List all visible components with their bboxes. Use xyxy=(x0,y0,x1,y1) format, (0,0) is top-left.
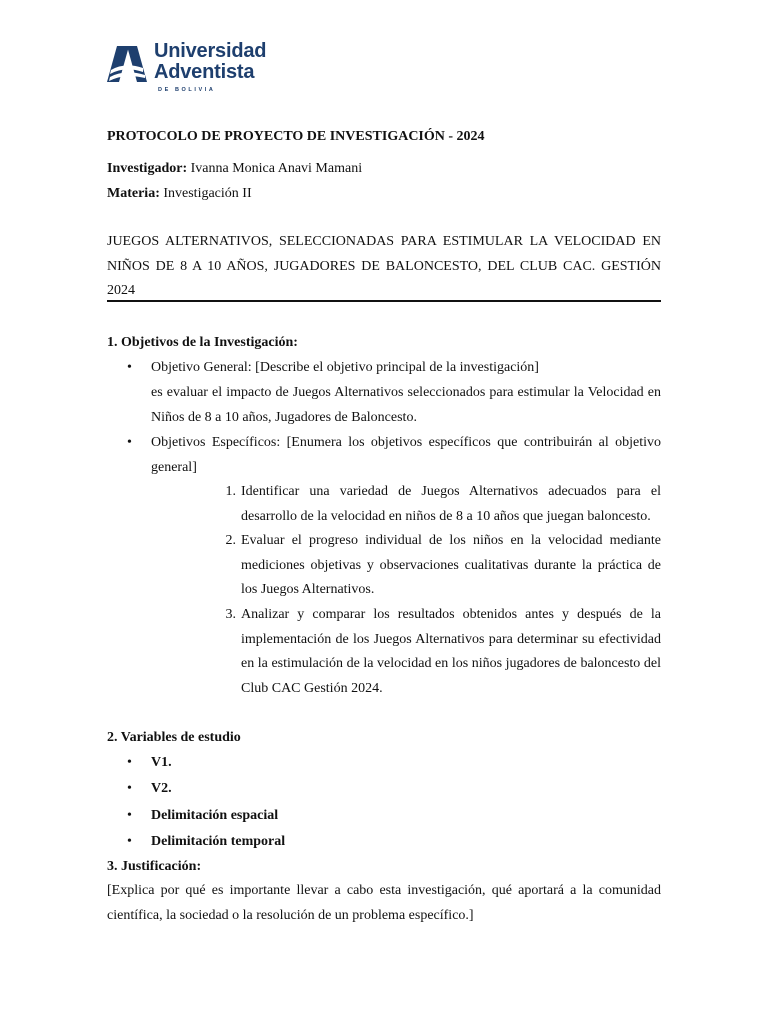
specific-item-number: 1. xyxy=(225,484,236,499)
variable-item: V1. xyxy=(151,755,172,770)
investigador-label: Investigador: xyxy=(107,161,188,176)
document-meta xyxy=(107,157,661,206)
specific-item-number: 3. xyxy=(225,607,236,622)
specific-objectives-label: Objetivos Específicos: [Enumera los objetivos específicos que contribuirán al objetivo general] xyxy=(151,435,661,475)
specific-item-text: Evaluar el progreso individual de los niños en la velocidad mediante mediciones objetivas y observaciones cualitativas durante la práctica de los Juegos Alternativos. xyxy=(241,533,661,597)
section-2-heading: 2. Variables de estudio xyxy=(107,730,241,745)
university-logo xyxy=(107,42,287,98)
bullet-icon: • xyxy=(127,360,132,375)
specific-item-number: 2. xyxy=(225,533,236,548)
university-logo-mark-icon xyxy=(107,44,147,84)
materia-label: Materia: xyxy=(107,185,160,201)
materia-value: Investigación II xyxy=(163,185,252,201)
bullet-icon: • xyxy=(127,755,132,770)
general-objective-text: es evaluar el impacto de Juegos Alternativos seleccionados para estimular la Velocidad en Niños de 8 a 10 años, Jugadores de Baloncesto. xyxy=(151,385,661,425)
general-objective-label: Objetivo General: [Describe el objetivo principal de la investigación] xyxy=(151,360,539,375)
section-1-heading: 1. Objetivos de la Investigación: xyxy=(107,335,298,350)
project-title: JUEGOS ALTERNATIVOS, SELECCIONADAS PARA ESTIMULAR LA VELOCIDAD EN NIÑOS DE 8 A 10 AÑOS, JUGADORES DE BALONCESTO, DEL CLUB CAC. GESTIÓN 2024 xyxy=(107,234,661,298)
section-3-heading: 3. Justificación: xyxy=(107,859,202,874)
bullet-icon: • xyxy=(127,808,132,823)
variable-item: Delimitación temporal xyxy=(151,834,286,849)
specific-item-text: Analizar y comparar los resultados obtenidos antes y después de la implementación de los Juegos Alternativos para determinar su efectividad en la estimulación de la velocidad en los niños jugadores de baloncesto del Club CAC Gestión 2024. xyxy=(241,607,661,696)
variable-item: V2. xyxy=(151,781,172,796)
bullet-icon: • xyxy=(127,435,132,450)
specific-item-text: Identificar una variedad de Juegos Alternativos adecuados para el desarrollo de la velocidad en niños de 8 a 10 años que juegan baloncesto. xyxy=(241,484,661,524)
title-divider xyxy=(107,300,661,302)
logo-line-1: Universidad xyxy=(154,40,267,62)
document-title: PROTOCOLO DE PROYECTO DE INVESTIGACIÓN - 2024 xyxy=(107,129,485,144)
university-name xyxy=(154,41,266,83)
justification-text: [Explica por qué es importante llevar a cabo esta investigación, qué aportará a la comunidad científica, la sociedad o la resolución de un problema específico.] xyxy=(107,883,661,923)
logo-subtitle: DE BOLIVIA xyxy=(158,87,216,93)
bullet-icon: • xyxy=(127,834,132,849)
bullet-icon: • xyxy=(127,781,132,796)
materia-line xyxy=(107,182,661,207)
variable-item: Delimitación espacial xyxy=(151,808,279,823)
investigador-line xyxy=(107,157,661,182)
logo-line-2: Adventista xyxy=(154,61,255,83)
investigador-value: Ivanna Monica Anavi Mamani xyxy=(190,161,363,176)
